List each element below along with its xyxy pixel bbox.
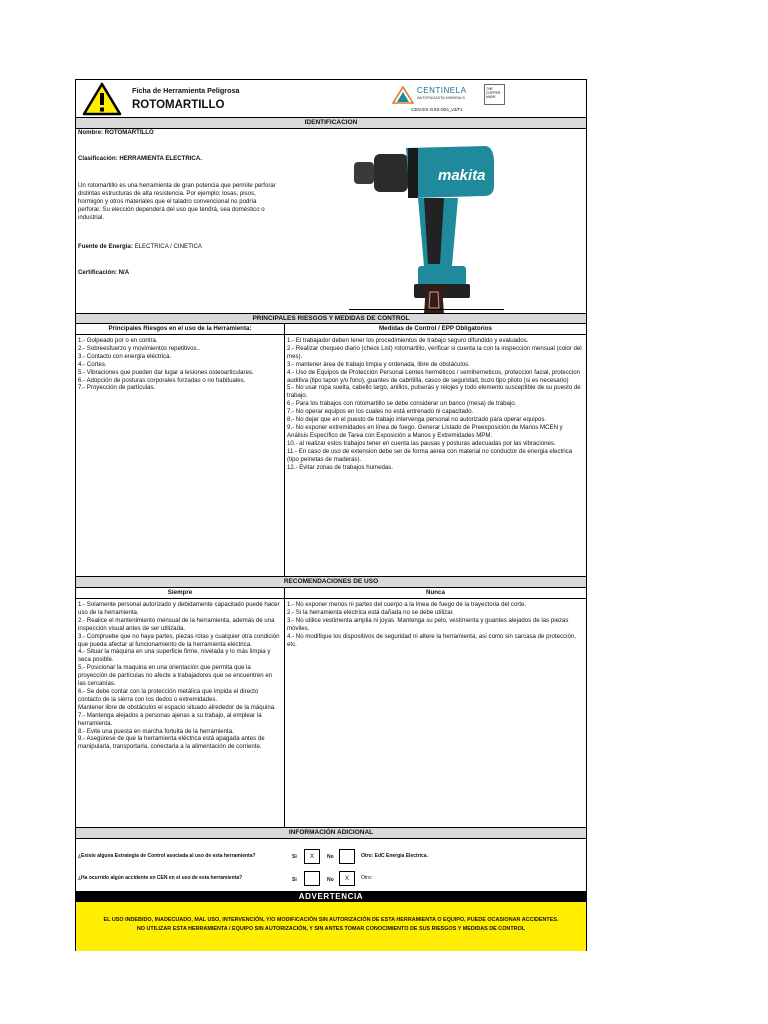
list-item: Mantener libre de obstáculos el espacio situado alrededor de la máquina. bbox=[78, 703, 276, 711]
nunca-header: Nunca bbox=[426, 589, 445, 596]
question-control-strategy: ¿Existe alguna Estrategia de Control asociada al uso de esta herramienta? bbox=[78, 853, 256, 859]
list-item: 12.- Evitar zonas de trabajos humedas. bbox=[287, 463, 394, 471]
riesgos-left-header: Principales Riesgos en el uso de la Herramienta: bbox=[108, 325, 252, 332]
list-item: 3.- No utilice vestimenta amplia ni joyas. Mantenga su pelo, vestimenta y guantes alejados de las piezas móviles. bbox=[287, 616, 569, 632]
list-item: 6.- Para los trabajos con rotomartillo se debe considerar un banco (mesa) de trabajo. bbox=[287, 400, 517, 408]
q1-si-label: Si bbox=[292, 854, 297, 860]
siempre-header: Siempre bbox=[167, 589, 193, 596]
list-item: 4.- Uso de Equipos de Protección Personal Lentes herméticos / semiherneticos, proteccion facial, proteccion auditiva (tipo tapon y/o fono), guantes de cabritilla, casco de seguridad, buzo tipo piloto (si es necesario) bbox=[287, 368, 580, 384]
q2-no-checkbox[interactable] bbox=[339, 871, 355, 886]
siempre-list bbox=[78, 601, 281, 751]
list-item: 8.- Evite una puesta en marcha fortuita de la herramienta. bbox=[78, 727, 234, 735]
list-item: 3.- Contacto con energía eléctrica. bbox=[78, 352, 172, 360]
photo-underline bbox=[349, 309, 504, 310]
tool-classification: Clasificación: HERRAMIENTA ELECTRICA. bbox=[78, 155, 202, 162]
q2-si-label: Si bbox=[292, 877, 297, 883]
list-item: 2.- Sobreesfuerzo y movimientos repetitivos.. bbox=[78, 344, 200, 352]
centinela-logo-icon bbox=[392, 86, 414, 104]
list-item: 4.- No modifique los dispositivos de seguridad ni altere la herramienta, así como sin carcasa de protección, etc. bbox=[287, 632, 576, 648]
list-item: 2.- Realizar chequeo diario (check List) rotomartillo, verificar si cuenta la con la inspección mensual (color del mes). bbox=[287, 344, 582, 360]
list-item: 7.- Proyección de partículas. bbox=[78, 384, 156, 392]
list-item: 6.- Adopción de posturas corporales forzadas o no habituales. bbox=[78, 376, 246, 384]
nunca-list bbox=[287, 601, 585, 648]
energy-source-value: ELECTRICA / CINETICA bbox=[134, 243, 202, 250]
brand-name: CENTINELA bbox=[417, 86, 467, 95]
list-item: 3.- Compruebe que no haya partes, piezas rotas y cualquier otra condición que pueda afectar al funcionamiento de la herramienta eléctrica. bbox=[78, 632, 280, 648]
q2-no-label: No bbox=[327, 877, 334, 883]
recomendaciones-divider bbox=[284, 587, 285, 827]
recomendaciones-header-rule bbox=[76, 598, 586, 599]
q1-no-label: No bbox=[327, 854, 334, 860]
q1-si-mark: X bbox=[309, 854, 314, 860]
question-accident: ¿Ha ocurrido algún accidente en CEN en el uso de esta herramienta? bbox=[78, 875, 243, 881]
list-item: 9.- Asegúrese de que la herramienta eléctrica está apagada antes de manipularla, transportarla, conectarla a la alimentación de corriente. bbox=[78, 735, 265, 751]
q1-si-checkbox[interactable] bbox=[304, 849, 320, 864]
advertencia-header: ADVERTENCIA bbox=[76, 891, 586, 902]
sheet-title: ROTOMARTILLO bbox=[132, 99, 225, 111]
list-item: 8.- No dejar que en el puesto de trabajo intervenga personal no autorizado para operar equipos. bbox=[287, 416, 547, 424]
hazard-sheet bbox=[75, 79, 587, 951]
q2-no-mark: X bbox=[344, 876, 349, 882]
list-item: 9.- No exponer extremidades en línea de fuego. Generar Listado de Preexposición de Manos MCEN y Análisis Específico de Tarea con Exposición a Manos y Extremidades MPM. bbox=[287, 423, 563, 439]
list-item: 3.- mantener área de trabajo limpia y ordenada, libre de obstáculos. bbox=[287, 360, 470, 368]
medidas-list bbox=[287, 337, 585, 471]
impact-wrench-image bbox=[348, 136, 498, 316]
list-item: 1.- Golpeado por o en contra. bbox=[78, 337, 158, 344]
list-item: 2.- Si la herramienta eléctrica está dañada no se debe utilizar. bbox=[287, 608, 454, 616]
advertencia-panel bbox=[76, 902, 586, 951]
q1-no-checkbox[interactable] bbox=[339, 849, 355, 864]
tool-description: Un rotomartillo es una herramienta de gran potencia que permite perforar distintas estructuras de alta resistencia. Por ejemplo: losas, pisos, hormigón y otros materiales que el taladro convencional no podría perforar. Su elección dependerá del uso que tendrá, sea doméstico o industrial. bbox=[78, 182, 276, 221]
q2-otro: Otro: bbox=[361, 875, 373, 881]
list-item: 5.- Vibraciones que pueden dar lugar a lesiones osteoarticulares. bbox=[78, 368, 254, 376]
certification: Certificación: N/A bbox=[78, 269, 130, 276]
energy-source bbox=[78, 243, 202, 251]
info-band: INFORMACIÓN ADICIONAL bbox=[76, 827, 586, 839]
list-item: 2.- Realice el mantenimiento mensual de la herramienta, además de una inspección visual antes de ser utilizada. bbox=[78, 616, 275, 632]
copper-mark-logo: THE COPPER MARK bbox=[484, 84, 505, 105]
riesgos-right-header: Medidas de Control / EPP Obligatorios bbox=[379, 325, 492, 332]
advertencia-text: EL USO INDEBIDO, INADECUADO, MAL USO, INTERVENCIÓN, Y/O MODIFICACIÓN SIN AUTORIZACIÓN DE ESTA HERRAMIENTA O EQUIPO, PUEDE OCASIONAR ACCIDENTES. NO UTILIZAR ESTA HERRAMIENTA / EQUIPO SIN AUTORIZACIÓN, Y SIN ANTES TOMAR CONOCIMIENTO DE SUS RIESGOS Y MEDIDAS DE CONTROL bbox=[103, 917, 559, 932]
list-item: 7.- Mantenga alejados a personas ajenas a su trabajo, al emplear la herramienta. bbox=[78, 711, 262, 727]
list-item: 10.- al realizar estos trabajos tener en cuenta las pausas y posturas adecuadas por las vibraciones. bbox=[287, 439, 556, 447]
list-item: 4.- Cortes. bbox=[78, 360, 107, 368]
list-item: 6.- Se debe contar con la protección metálica que impida el directo contacto de la sierra con los dedos o extremidades. bbox=[78, 687, 259, 703]
q2-si-checkbox[interactable] bbox=[304, 871, 320, 886]
riesgos-band: PRINCIPALES RIESGOS Y MEDIDAS DE CONTROL bbox=[76, 313, 586, 324]
list-item: 11.- En caso de uso de extension debe ser de forma aerea con material no conductor de energia electrica (tipo peinetas de maderas). bbox=[287, 447, 573, 463]
sheet-subtitle: Ficha de Herramienta Peligrosa bbox=[132, 86, 240, 95]
list-item: 1.- No exponer menos ni partes del cuerpo a la línea de fuego de la trayectoria del corte. bbox=[287, 601, 527, 608]
list-item: 5.- No usar ropa suelta, cabello largo, anillos, pulseras y relojes y todo elemento susceptible de su puesto de trabajo. bbox=[287, 384, 581, 400]
warning-triangle-icon bbox=[82, 82, 122, 116]
riesgos-list bbox=[78, 337, 281, 392]
tool-name: Nombre: ROTOMARTILLO bbox=[78, 129, 154, 136]
list-item: 7.- No operar equipos en los cuales no está entrenado ni capacitado. bbox=[287, 408, 474, 416]
identificacion-band: IDENTIFICACION bbox=[76, 117, 586, 129]
riesgos-divider bbox=[284, 323, 285, 576]
q1-otro: Otro: EdC Energía Electrica. bbox=[361, 853, 428, 859]
doc-code: CEN-ES-GSS-004_v3/F1 bbox=[411, 107, 463, 112]
energy-source-label: Fuente de Energía: bbox=[78, 243, 133, 250]
tool-brand-label: makita bbox=[438, 167, 486, 184]
list-item: 1.- El trabajador deben tener los procedimientos de trabajo seguro difundido y evaluados. bbox=[287, 337, 529, 344]
list-item: 5.- Posicionar la maquina en una orientación que permita que la proyección de partículas no afecte a trabajadores que se encuentren en las cercanías. bbox=[78, 664, 273, 688]
list-item: 1.- Solamente personal autorizado y debidamente capacitado puede hacer uso de la herramienta. bbox=[78, 601, 280, 616]
riesgos-header-rule bbox=[76, 334, 586, 335]
brand-sub: ANTOFAGASTA MINERALS bbox=[417, 96, 465, 100]
list-item: 4.- Situar la máquina en una superficie firme, nivelada y lo más limpia y seca posible. bbox=[78, 648, 271, 664]
recomendaciones-band: RECOMENDACIONES DE USO bbox=[76, 576, 586, 588]
